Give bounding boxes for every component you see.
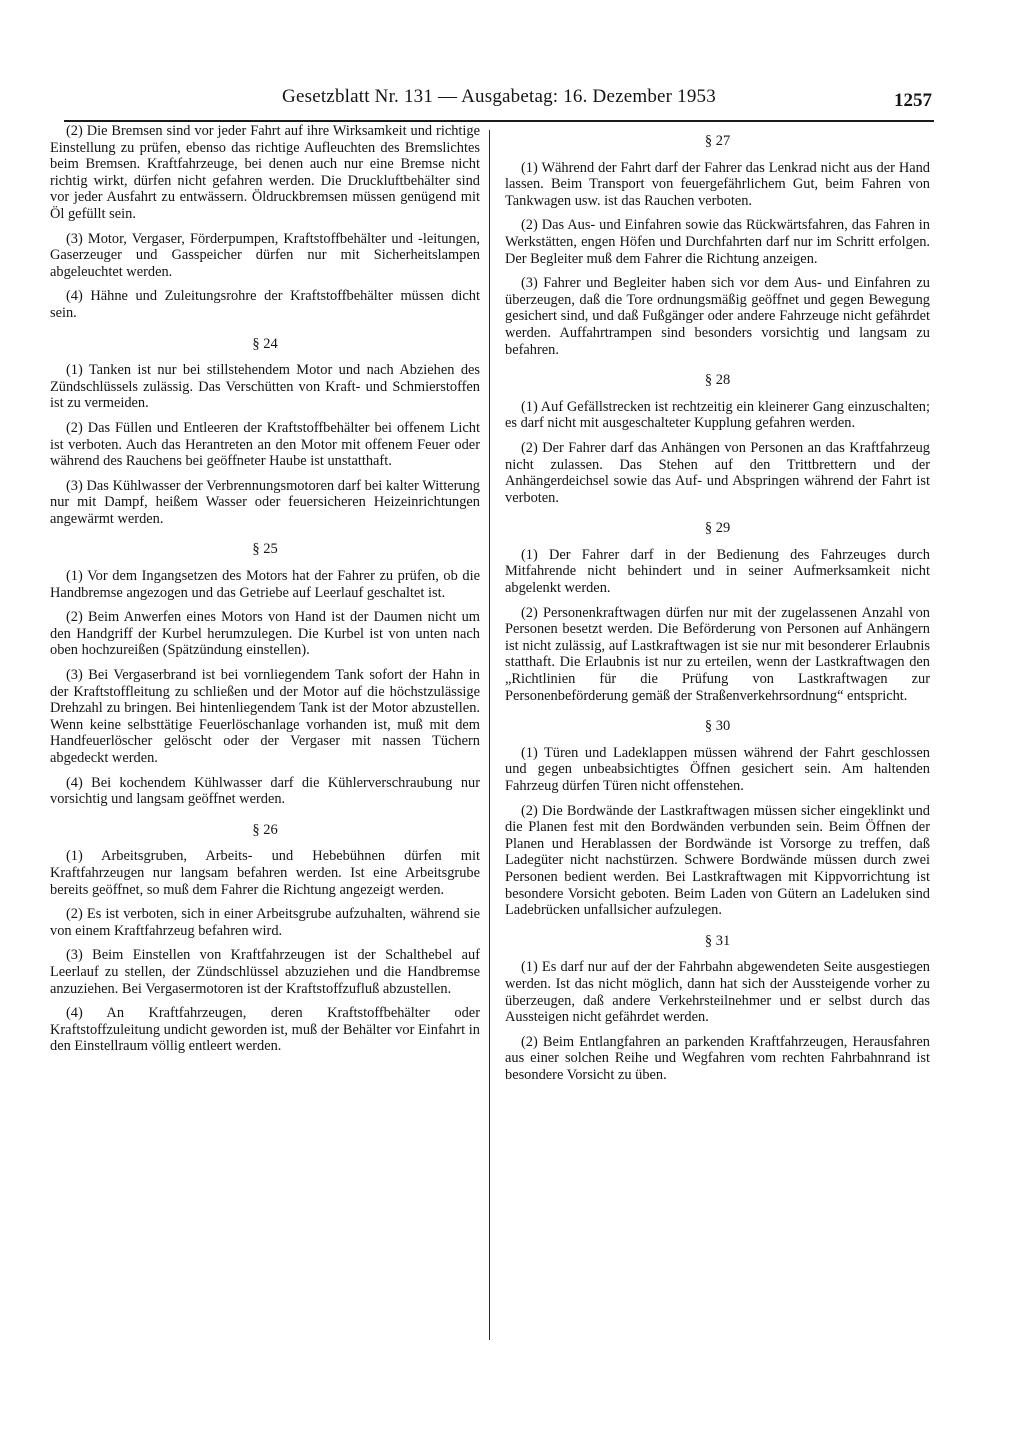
section-heading: § 25 — [252, 541, 278, 558]
paragraph: (1) Der Fahrer darf in der Bedienung des Fahrzeuges durch Mitfahrende nicht behindert und in seiner Aufmerksamkeit nicht abgelenkt werden. — [505, 546, 930, 597]
paragraph: (3) Fahrer und Begleiter haben sich vor dem Aus- und Einfahren zu überzeugen, daß die Tore ordnungsmäßig geöffnet und gegen Bewegung gesichert sind, und daß Fußgänger oder andere Fahrzeuge nicht gefährdet werden. Auffahrtrampen sind besonders vorsichtig und langsam zu befahren. — [505, 275, 930, 358]
paragraph: (1) Tanken ist nur bei stillstehendem Motor und nach Abziehen des Zündschlüssels zulässig. Das Verschütten von Kraft- und Schmierstoffen ist zu vermeiden. — [50, 362, 480, 412]
page-number: 1257 — [894, 90, 932, 111]
paragraph: (2) Es ist verboten, sich in einer Arbeitsgrube aufzuhalten, während sie von einem Kraftfahrzeug befahren wird. — [50, 906, 480, 939]
section-heading: § 30 — [704, 718, 731, 735]
paragraph: (3) Beim Einstellen von Kraftfahrzeugen ist der Schalthebel auf Leerlauf zu stellen, der Zündschlüssel abzuziehen und die Handbremse anzuziehen. Bei Vergasermotoren ist der Kraftstoffzufluß abzustellen. — [50, 947, 480, 997]
paragraph: (4) Hähne und Zuleitungsrohre der Kraftstoffbehälter müssen dicht sein. — [50, 288, 480, 321]
paragraph: (1) Während der Fahrt darf der Fahrer das Lenkrad nicht aus der Hand lassen. Beim Transport von feuergefährlichem Gut, beim Fahren von Tankwagen usw. ist das Rauchen verboten. — [505, 159, 930, 209]
paragraph: (1) Türen und Ladeklappen müssen während der Fahrt geschlossen und gegen unbeabsichtigtes Öffnen gesichert sein. Am haltenden Fahrzeug dürfen Türen nicht offenstehen. — [505, 744, 930, 794]
header-rule — [64, 120, 934, 122]
section-heading: § 24 — [252, 335, 278, 352]
gazette-title: Gesetzblatt Nr. 131 — Ausgabetag: 16. Dezember 1953 — [282, 86, 716, 107]
paragraph: (2) Der Fahrer darf das Anhängen von Personen an das Kraftfahrzeug nicht zulassen. Das Stehen auf den Trittbrettern und der Anhängerdeichsel sowie das Auf- und Abspringen während der Fahrt ist verboten. — [505, 439, 930, 506]
paragraph: (2) Beim Entlangfahren an parkenden Kraftfahrzeugen, Herausfahren aus einer solchen Reihe und Wegfahren vom rechten Fahrbahnrand ist besondere Vorsicht zu üben. — [505, 1033, 930, 1083]
section-heading: § 26 — [252, 821, 278, 838]
paragraph: (1) Arbeitsgruben, Arbeits- und Hebebühnen dürfen mit Kraftfahrzeugen nur langsam befahren werden. Ist eine Arbeitsgrube bereits geöffnet, so muß dem Fahrer die Richtung angezeigt werden. — [50, 848, 480, 898]
section-heading: § 28 — [704, 372, 731, 389]
column-divider — [489, 130, 490, 1340]
section-heading: § 27 — [704, 133, 731, 149]
paragraph: (1) Auf Gefällstrecken ist rechtzeitig ein kleinerer Gang einzuschalten; es darf nicht mit ausgeschalteter Kupplung gefahren werden. — [505, 398, 930, 432]
paragraph: (2) Beim Anwerfen eines Motors von Hand ist der Daumen nicht um den Handgriff der Kurbel herumzulegen. Die Kurbel ist von unten nach oben hochzureißen (Spätzündung einstellen). — [50, 609, 480, 659]
paragraph: (3) Bei Vergaserbrand ist bei vornliegendem Tank sofort der Hahn in der Kraftstoffleitung zu schließen und der Motor auf die höchstzulässige Drehzahl zu bringen. Bei hintenliegendem Tank ist der Motor abzustellen. Wenn keine selbsttätige Feuerlöschanlage vorhanden ist, muß mit dem Handfeuerlöscher gelöscht oder der Vergaser mit nassen Tüchern abgedeckt werden. — [50, 667, 480, 766]
paragraph: (4) Bei kochendem Kühlwasser darf die Kühlerverschraubung nur vorsichtig und langsam geöffnet werden. — [50, 774, 480, 808]
paragraph: (1) Es darf nur auf der der Fahrbahn abgewendeten Seite ausgestiegen werden. Ist das nicht möglich, dann hat sich der Aussteigende vorher zu überzeugen, daß andere Verkehrsteilnehmer und er selbst durch das Aussteigen nicht gefährdet werden. — [505, 959, 930, 1026]
left-column — [50, 123, 480, 1063]
right-column — [505, 123, 930, 1092]
section-heading: § 29 — [704, 520, 731, 537]
paragraph: (2) Das Aus- und Einfahren sowie das Rückwärtsfahren, das Fahren in Werkstätten, engen Höfen und Durchfahrten darf nur im Schritt erfolgen. Der Begleiter muß dem Fahrer die Richtung anzeigen. — [505, 217, 930, 267]
paragraph: (2) Personenkraftwagen dürfen nur mit der zugelassenen Anzahl von Personen besetzt werden. Die Beförderung von Personen auf Anhängern ist nicht zulässig, auf Lastkraftwagen ist sie nur mit besonderer Erlaubnis statthaft. Die Erlaubnis ist nur zu erteilen, wenn der Lastkraftwagen den „Richtlinien für die Prüfung von Lastkraftwagen zur Personenbeförderung gemäß der Straßenverkehrsordnung“ entspricht. — [505, 604, 930, 704]
paragraph: (2) Die Bremsen sind vor jeder Fahrt auf ihre Wirksamkeit und richtige Einstellung zu prüfen, ebenso das richtige Aufleuchten des Bremslichtes beim Bremsen. Kraftfahrzeuge, bei denen auch nur eine Bremse nicht richtig wirkt, dürfen nicht gefahren werden. Die Druckluftbehälter sind vor jeder Ausfahrt zu entwässern. Öldruckbremsen müssen genügend mit Öl gefüllt sein. — [50, 123, 480, 222]
paragraph: (4) An Kraftfahrzeugen, deren Kraftstoffbehälter oder Kraftstoffzuleitung undicht geworden ist, muß der Behälter vor Einfahrt in den Einstellraum völlig entleert werden. — [50, 1005, 480, 1055]
page-header — [64, 86, 934, 116]
paragraph: (1) Vor dem Ingangsetzen des Motors hat der Fahrer zu prüfen, ob die Handbremse angezogen und das Getriebe auf Leerlauf geschaltet ist. — [50, 568, 480, 601]
section-heading: § 31 — [704, 932, 731, 949]
paragraph: (3) Motor, Vergaser, Förderpumpen, Kraftstoffbehälter und -leitungen, Gaserzeuger und Gasspeicher dürfen nur mit Sicherheitslampen abgeleuchtet werden. — [50, 230, 480, 280]
paragraph: (3) Das Kühlwasser der Verbrennungsmotoren darf bei kalter Witterung nur mit Dampf, heißem Wasser oder feuersicheren Heizeinrichtungen angewärmt werden. — [50, 477, 480, 527]
paragraph: (2) Die Bordwände der Lastkraftwagen müssen sicher eingeklinkt und die Planen fest mit den Bordwänden verbunden sein. Beim Öffnen der Planen und Herablassen der Bordwände ist Vorsorge zu treffen, daß Ladegüter nicht nachstürzen. Schwere Bordwände müssen durch zwei Personen bedient werden. Bei Lastkraftwagen mit Kippvorrichtung ist besondere Vorsicht geboten. Beim Laden von Gütern an Ladeluken sind Ladebrücken unfallsicher aufzulegen. — [505, 802, 930, 919]
paragraph: (2) Das Füllen und Entleeren der Kraftstoffbehälter bei offenem Licht ist verboten. Auch das Herantreten an den Motor mit offenem Feuer oder während des Rauchens bei geöffneter Haube ist unstatthaft. — [50, 419, 480, 470]
